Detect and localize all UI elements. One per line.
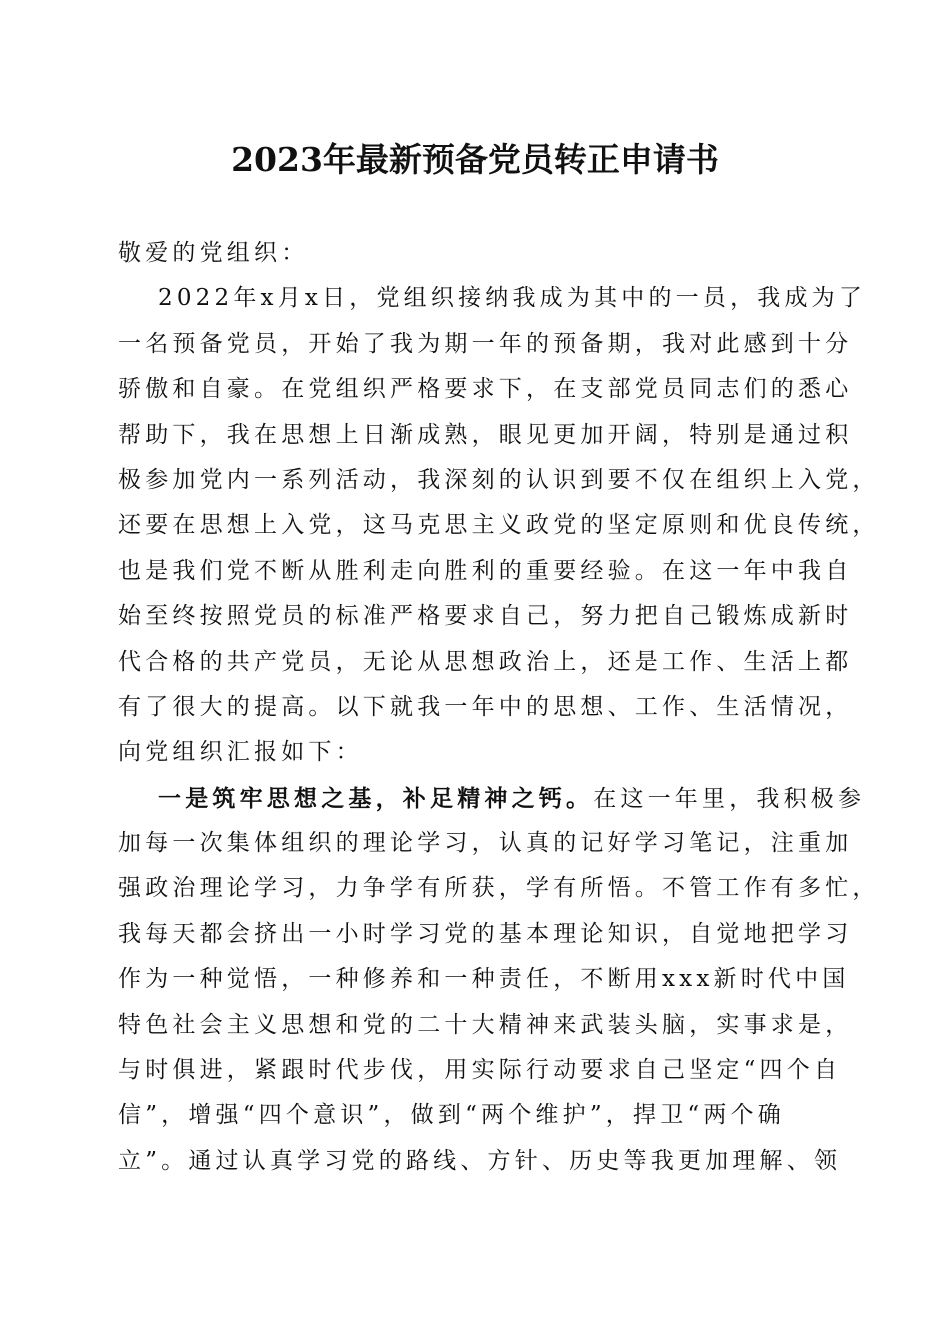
paragraph-1-line: 代合格的共产党员，无论从思想政治上，还是工作、生活上都	[118, 648, 853, 675]
paragraph-1-line: 极参加党内一系列活动，我深刻的认识到要不仅在组织上入党，	[118, 466, 880, 493]
paragraph-1-line: 也是我们党不断从胜利走向胜利的重要经验。在这一年中我自	[118, 557, 853, 584]
paragraph-2-line: 立”。通过认真学习党的路线、方针、历史等我更加理解、领	[118, 1147, 842, 1174]
paragraph-2-line: 强政治理论学习，力争学有所获，学有所悟。不管工作有多忙，	[118, 875, 880, 902]
paragraph-2-line: 作为一种觉悟，一种修养和一种责任，不断用xxx新时代中国	[118, 966, 850, 993]
paragraph-2-first-line	[118, 776, 866, 821]
paragraph-2-line: 我每天都会挤出一小时学习党的基本理论知识，自觉地把学习	[118, 920, 853, 947]
salutation: 敬爱的党组织：	[118, 240, 309, 266]
paragraph-1-line: 2022年x月x日，党组织接纳我成为其中的一员，我成为了	[158, 285, 867, 312]
paragraph-1-line: 一名预备党员，开始了我为期一年的预备期，我对此感到十分	[118, 330, 853, 357]
document-body	[118, 231, 880, 1184]
paragraph-1-line: 还要在思想上入党，这马克思主义政党的坚定原则和优良传统，	[118, 512, 880, 539]
paragraph-1-line: 帮助下，我在思想上日渐成熟，眼见更加开阔，特别是通过积	[118, 421, 853, 448]
paragraph-2-line: 加每一次集体组织的理论学习，认真的记好学习笔记，注重加	[118, 830, 853, 857]
paragraph-2-line: 与时俱进，紧跟时代步伐，用实际行动要求自己坚定“四个自	[118, 1057, 842, 1084]
section-heading-inline: 一是筑牢思想之基，补足精神之钙。	[158, 784, 594, 812]
paragraph-1-line: 始至终按照党员的标准严格要求自己，努力把自己锻炼成新时	[118, 603, 853, 630]
paragraph-1-line: 有了很大的提高。以下就我一年中的思想、工作、生活情况，	[118, 693, 853, 720]
document-title: 2023年最新预备党员转正申请书	[231, 140, 719, 179]
paragraph-1-line: 向党组织汇报如下：	[118, 739, 363, 766]
paragraph-2-line: 特色社会主义思想和党的二十大精神来武装头脑，实事求是，	[118, 1011, 853, 1038]
paragraph-2-first-rest: 在这一年里，我积极参	[593, 785, 866, 812]
paragraph-2-line: 信”，增强“四个意识”，做到“两个维护”，捍卫“两个确	[118, 1102, 785, 1129]
paragraph-1-line: 骄傲和自豪。在党组织严格要求下，在支部党员同志们的悉心	[118, 376, 853, 403]
